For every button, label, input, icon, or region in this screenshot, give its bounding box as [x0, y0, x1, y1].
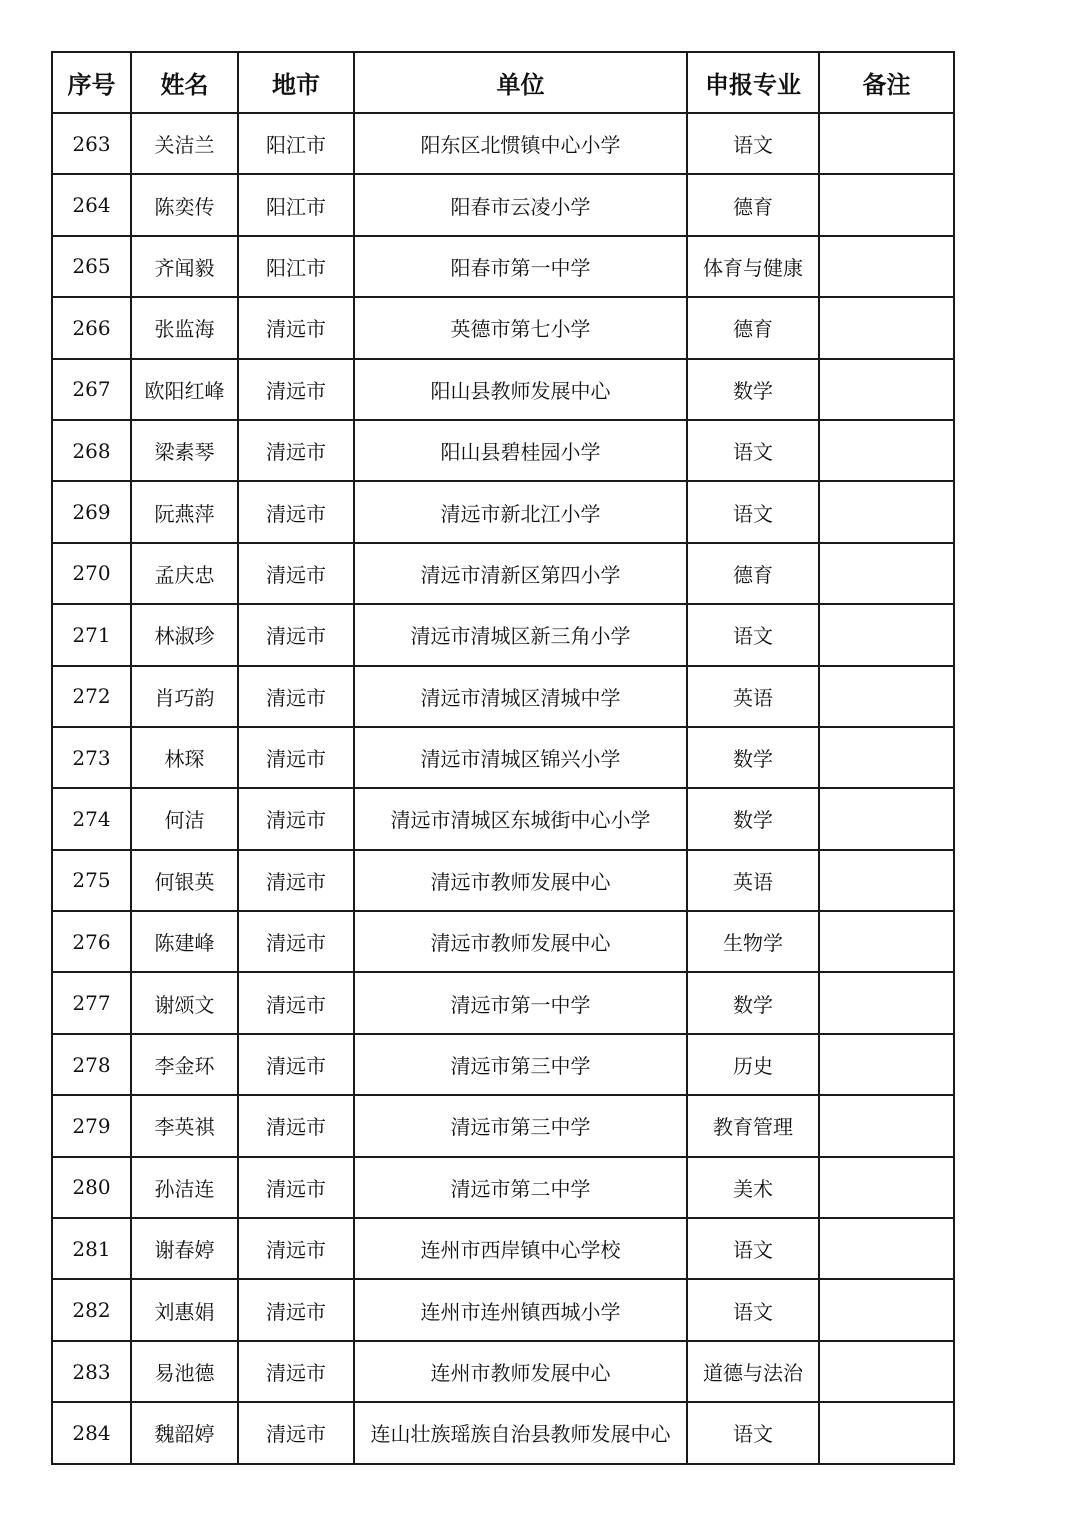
cell-major: 数学 — [687, 972, 819, 1033]
cell-unit: 清远市第一中学 — [354, 972, 687, 1033]
cell-no: 273 — [52, 727, 131, 788]
cell-note — [819, 1218, 954, 1279]
table-header — [52, 52, 954, 113]
cell-unit: 清远市清城区清城中学 — [354, 666, 687, 727]
cell-no: 282 — [52, 1279, 131, 1340]
table-row — [52, 1095, 954, 1156]
cell-city: 清远市 — [238, 1279, 354, 1340]
cell-major: 数学 — [687, 727, 819, 788]
cell-name: 齐闻毅 — [131, 236, 238, 297]
cell-note — [819, 911, 954, 972]
cell-major: 语文 — [687, 420, 819, 481]
cell-unit: 清远市教师发展中心 — [354, 911, 687, 972]
cell-no: 280 — [52, 1157, 131, 1218]
cell-unit: 英德市第七小学 — [354, 297, 687, 358]
cell-major: 美术 — [687, 1157, 819, 1218]
header-row — [52, 52, 954, 113]
cell-major: 语文 — [687, 481, 819, 542]
cell-note — [819, 543, 954, 604]
cell-note — [819, 174, 954, 235]
cell-no: 265 — [52, 236, 131, 297]
table-row — [52, 727, 954, 788]
table-row — [52, 481, 954, 542]
table-row — [52, 850, 954, 911]
cell-no: 281 — [52, 1218, 131, 1279]
cell-unit: 清远市清城区锦兴小学 — [354, 727, 687, 788]
header-name: 姓名 — [131, 52, 238, 113]
cell-name: 关洁兰 — [131, 113, 238, 174]
table-row — [52, 1402, 954, 1463]
table-row — [52, 236, 954, 297]
cell-no: 278 — [52, 1034, 131, 1095]
cell-no: 269 — [52, 481, 131, 542]
cell-name: 李金环 — [131, 1034, 238, 1095]
cell-name: 谢颂文 — [131, 972, 238, 1033]
cell-city: 阳江市 — [238, 113, 354, 174]
cell-name: 谢春婷 — [131, 1218, 238, 1279]
cell-city: 清远市 — [238, 911, 354, 972]
table-row — [52, 788, 954, 849]
header-no: 序号 — [52, 52, 131, 113]
cell-note — [819, 788, 954, 849]
cell-city: 清远市 — [238, 1095, 354, 1156]
table-row — [52, 1034, 954, 1095]
cell-unit: 清远市新北江小学 — [354, 481, 687, 542]
cell-no: 276 — [52, 911, 131, 972]
cell-unit: 阳春市第一中学 — [354, 236, 687, 297]
cell-city: 清远市 — [238, 727, 354, 788]
cell-note — [819, 1034, 954, 1095]
cell-name: 陈建峰 — [131, 911, 238, 972]
table-row — [52, 297, 954, 358]
cell-city: 清远市 — [238, 1218, 354, 1279]
cell-unit: 清远市第三中学 — [354, 1034, 687, 1095]
cell-city: 清远市 — [238, 1034, 354, 1095]
cell-name: 陈奕传 — [131, 174, 238, 235]
header-note: 备注 — [819, 52, 954, 113]
cell-unit: 连州市教师发展中心 — [354, 1341, 687, 1402]
cell-note — [819, 481, 954, 542]
cell-no: 272 — [52, 666, 131, 727]
cell-major: 语文 — [687, 113, 819, 174]
cell-city: 清远市 — [238, 359, 354, 420]
cell-major: 数学 — [687, 359, 819, 420]
cell-major: 德育 — [687, 543, 819, 604]
cell-city: 清远市 — [238, 850, 354, 911]
cell-major: 教育管理 — [687, 1095, 819, 1156]
table-row — [52, 113, 954, 174]
cell-major: 道德与法治 — [687, 1341, 819, 1402]
cell-note — [819, 297, 954, 358]
cell-city: 清远市 — [238, 604, 354, 665]
cell-city: 阳江市 — [238, 236, 354, 297]
cell-city: 清远市 — [238, 543, 354, 604]
cell-note — [819, 236, 954, 297]
cell-unit: 阳山县碧桂园小学 — [354, 420, 687, 481]
cell-major: 德育 — [687, 174, 819, 235]
table-row — [52, 359, 954, 420]
cell-name: 阮燕萍 — [131, 481, 238, 542]
table-row — [52, 1341, 954, 1402]
cell-city: 清远市 — [238, 972, 354, 1033]
cell-name: 李英祺 — [131, 1095, 238, 1156]
cell-note — [819, 113, 954, 174]
cell-major: 语文 — [687, 604, 819, 665]
cell-unit: 阳山县教师发展中心 — [354, 359, 687, 420]
cell-unit: 清远市清城区新三角小学 — [354, 604, 687, 665]
cell-no: 270 — [52, 543, 131, 604]
cell-note — [819, 1157, 954, 1218]
cell-major: 语文 — [687, 1402, 819, 1463]
cell-note — [819, 666, 954, 727]
cell-no: 268 — [52, 420, 131, 481]
cell-city: 清远市 — [238, 666, 354, 727]
cell-name: 梁素琴 — [131, 420, 238, 481]
cell-city: 清远市 — [238, 481, 354, 542]
cell-name: 何银英 — [131, 850, 238, 911]
cell-major: 历史 — [687, 1034, 819, 1095]
cell-name: 魏韶婷 — [131, 1402, 238, 1463]
table-body — [52, 113, 954, 1464]
cell-city: 清远市 — [238, 1341, 354, 1402]
cell-city: 清远市 — [238, 297, 354, 358]
cell-major: 英语 — [687, 850, 819, 911]
cell-no: 279 — [52, 1095, 131, 1156]
cell-major: 英语 — [687, 666, 819, 727]
table-row — [52, 543, 954, 604]
cell-name: 孙洁连 — [131, 1157, 238, 1218]
cell-note — [819, 1402, 954, 1463]
cell-no: 275 — [52, 850, 131, 911]
cell-no: 264 — [52, 174, 131, 235]
cell-major: 语文 — [687, 1218, 819, 1279]
cell-no: 263 — [52, 113, 131, 174]
cell-city: 清远市 — [238, 1402, 354, 1463]
cell-name: 欧阳红峰 — [131, 359, 238, 420]
cell-name: 张监海 — [131, 297, 238, 358]
cell-name: 何洁 — [131, 788, 238, 849]
cell-city: 清远市 — [238, 788, 354, 849]
cell-unit: 连州市连州镇西城小学 — [354, 1279, 687, 1340]
cell-unit: 清远市第三中学 — [354, 1095, 687, 1156]
cell-unit: 清远市教师发展中心 — [354, 850, 687, 911]
cell-note — [819, 727, 954, 788]
cell-name: 林琛 — [131, 727, 238, 788]
cell-unit: 清远市第二中学 — [354, 1157, 687, 1218]
cell-unit: 连山壮族瑶族自治县教师发展中心 — [354, 1402, 687, 1463]
cell-city: 清远市 — [238, 420, 354, 481]
cell-unit: 阳春市云凌小学 — [354, 174, 687, 235]
cell-name: 肖巧韵 — [131, 666, 238, 727]
cell-city: 阳江市 — [238, 174, 354, 235]
cell-major: 体育与健康 — [687, 236, 819, 297]
cell-note — [819, 1095, 954, 1156]
cell-unit: 清远市清城区东城街中心小学 — [354, 788, 687, 849]
cell-no: 277 — [52, 972, 131, 1033]
cell-major: 生物学 — [687, 911, 819, 972]
table-row — [52, 604, 954, 665]
cell-name: 易池德 — [131, 1341, 238, 1402]
table-row — [52, 972, 954, 1033]
header-city: 地市 — [238, 52, 354, 113]
table-row — [52, 1218, 954, 1279]
cell-unit: 连州市西岸镇中心学校 — [354, 1218, 687, 1279]
roster-table — [51, 51, 955, 1465]
cell-note — [819, 420, 954, 481]
cell-name: 孟庆忠 — [131, 543, 238, 604]
cell-name: 刘惠娟 — [131, 1279, 238, 1340]
cell-note — [819, 972, 954, 1033]
table-row — [52, 911, 954, 972]
cell-major: 德育 — [687, 297, 819, 358]
table-row — [52, 1157, 954, 1218]
table-row — [52, 666, 954, 727]
cell-note — [819, 1279, 954, 1340]
cell-no: 267 — [52, 359, 131, 420]
cell-no: 271 — [52, 604, 131, 665]
cell-note — [819, 604, 954, 665]
cell-note — [819, 359, 954, 420]
header-unit: 单位 — [354, 52, 687, 113]
table-row — [52, 420, 954, 481]
cell-no: 266 — [52, 297, 131, 358]
cell-no: 284 — [52, 1402, 131, 1463]
cell-unit: 阳东区北惯镇中心小学 — [354, 113, 687, 174]
cell-name: 林淑珍 — [131, 604, 238, 665]
cell-note — [819, 1341, 954, 1402]
cell-note — [819, 850, 954, 911]
cell-no: 283 — [52, 1341, 131, 1402]
table-row — [52, 174, 954, 235]
table-row — [52, 1279, 954, 1340]
cell-major: 数学 — [687, 788, 819, 849]
header-major: 申报专业 — [687, 52, 819, 113]
cell-city: 清远市 — [238, 1157, 354, 1218]
cell-major: 语文 — [687, 1279, 819, 1340]
cell-unit: 清远市清新区第四小学 — [354, 543, 687, 604]
cell-no: 274 — [52, 788, 131, 849]
